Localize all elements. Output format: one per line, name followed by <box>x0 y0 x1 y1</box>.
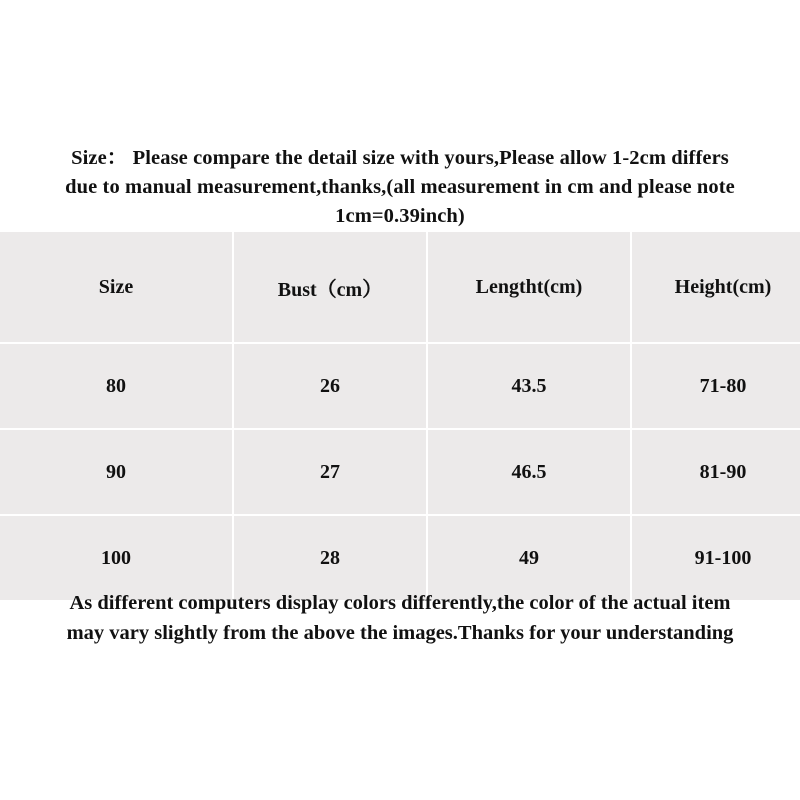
size-table <box>0 232 800 600</box>
cell-bust: 28 <box>233 515 427 600</box>
bottom-note <box>0 588 800 648</box>
top-note-line-1: Size： Please compare the detail size with yours,Please allow 1-2cm differs <box>71 147 729 169</box>
cell-length: 49 <box>427 515 631 600</box>
top-note <box>0 144 800 231</box>
top-note-line-2: due to manual measurement,thanks,(all measurement in cm and please note <box>65 176 735 198</box>
size-table-container <box>0 232 800 600</box>
cell-length: 46.5 <box>427 429 631 515</box>
cell-height: 81-90 <box>631 429 800 515</box>
column-header-size: Size <box>0 232 233 343</box>
cell-bust: 27 <box>233 429 427 515</box>
cell-length: 43.5 <box>427 343 631 429</box>
cell-height: 71-80 <box>631 343 800 429</box>
cell-bust: 26 <box>233 343 427 429</box>
table-header-row <box>0 232 800 343</box>
column-header-bust: Bust（cm） <box>233 232 427 343</box>
top-note-line-3: 1cm=0.39inch) <box>335 205 465 227</box>
table-row <box>0 429 800 515</box>
bottom-note-line-1: As different computers display colors differently,the color of the actual item <box>69 592 731 614</box>
cell-height: 91-100 <box>631 515 800 600</box>
cell-size: 100 <box>0 515 233 600</box>
column-header-height: Height(cm) <box>631 232 800 343</box>
cell-size: 80 <box>0 343 233 429</box>
cell-size: 90 <box>0 429 233 515</box>
column-header-length: Lengtht(cm) <box>427 232 631 343</box>
bottom-note-line-2: may vary slightly from the above the images.Thanks for your understanding <box>66 622 734 644</box>
table-row <box>0 343 800 429</box>
